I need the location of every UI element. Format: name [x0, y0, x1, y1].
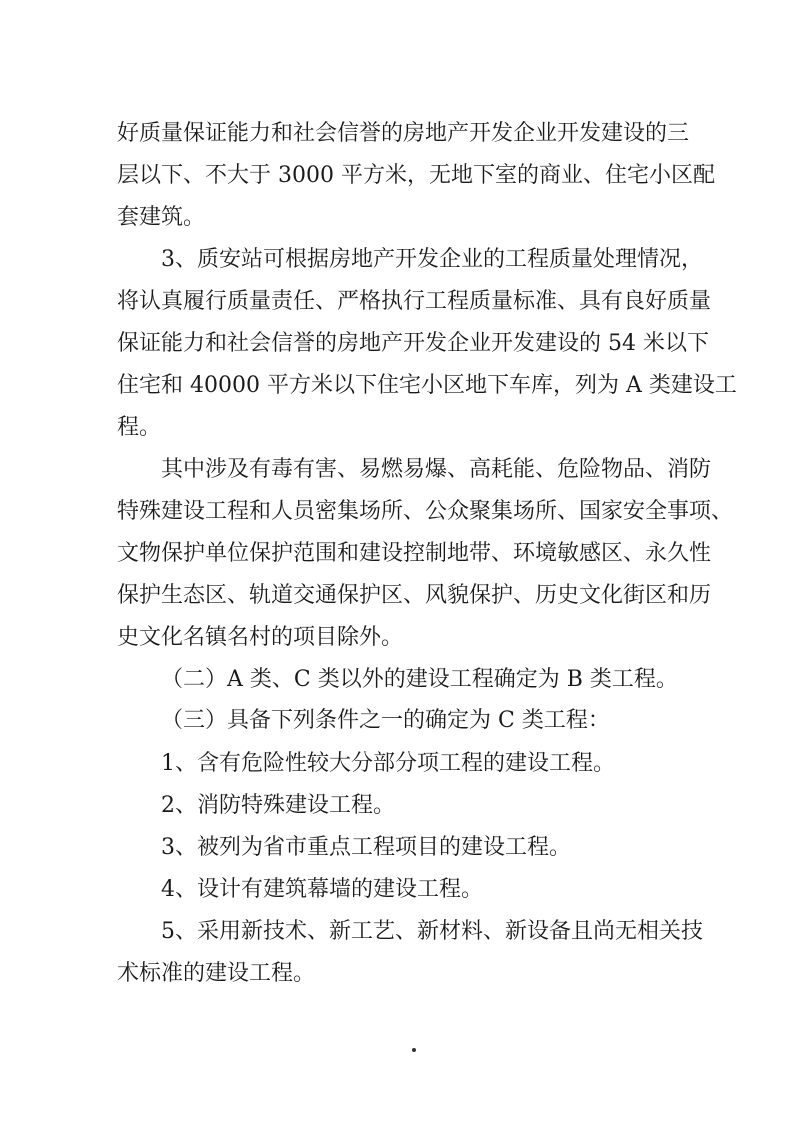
text-line: 3、质安站可根据房地产开发企业的工程质量处理情况，: [161, 247, 703, 272]
text-line: 保证能力和社会信誉的房地产开发企业开发建设的 54 米以下: [117, 331, 709, 356]
text-line: 住宅和 40000 平方米以下住宅小区地下车库，列为 A 类建设工: [117, 373, 737, 398]
text-line: 保护生态区、轨道交通保护区、风貌保护、历史文化街区和历: [117, 583, 712, 608]
text-line: 特殊建设工程和人员密集场所、公众聚集场所、国家安全事项、: [117, 499, 734, 524]
text-line: 3、被列为省市重点工程项目的建设工程。: [161, 835, 571, 860]
text-line: （二）A 类、C 类以外的建设工程确定为 B 类工程。: [161, 667, 678, 692]
text-line: 史文化名镇名村的项目除外。: [117, 625, 404, 650]
text-line: 5、采用新技术、新工艺、新材料、新设备且尚无相关技: [161, 919, 703, 944]
text-line: 程。: [117, 415, 162, 440]
text-line: 2、消防特殊建设工程。: [161, 793, 395, 818]
text-line: 好质量保证能力和社会信誉的房地产开发企业开发建设的三: [117, 121, 690, 146]
text-line: （三）具备下列条件之一的确定为 C 类工程：: [161, 708, 610, 733]
text-line: 文物保护单位保护范围和建设控制地带、环境敏感区、永久性: [117, 541, 712, 566]
text-line: 术标准的建设工程。: [117, 961, 316, 986]
page-mark: [412, 1048, 416, 1052]
text-line: 层以下、不大于 3000 平方米，无地下室的商业、住宅小区配: [117, 163, 715, 188]
text-line: 套建筑。: [117, 205, 206, 230]
text-line: 1、含有危险性较大分部分项工程的建设工程。: [161, 751, 615, 776]
text-line: 其中涉及有毒有害、易燃易爆、高耗能、危险物品、消防: [161, 457, 712, 482]
text-line: 将认真履行质量责任、严格执行工程质量标准、具有良好质量: [117, 289, 712, 314]
text-line: 4、设计有建筑幕墙的建设工程。: [161, 877, 483, 902]
